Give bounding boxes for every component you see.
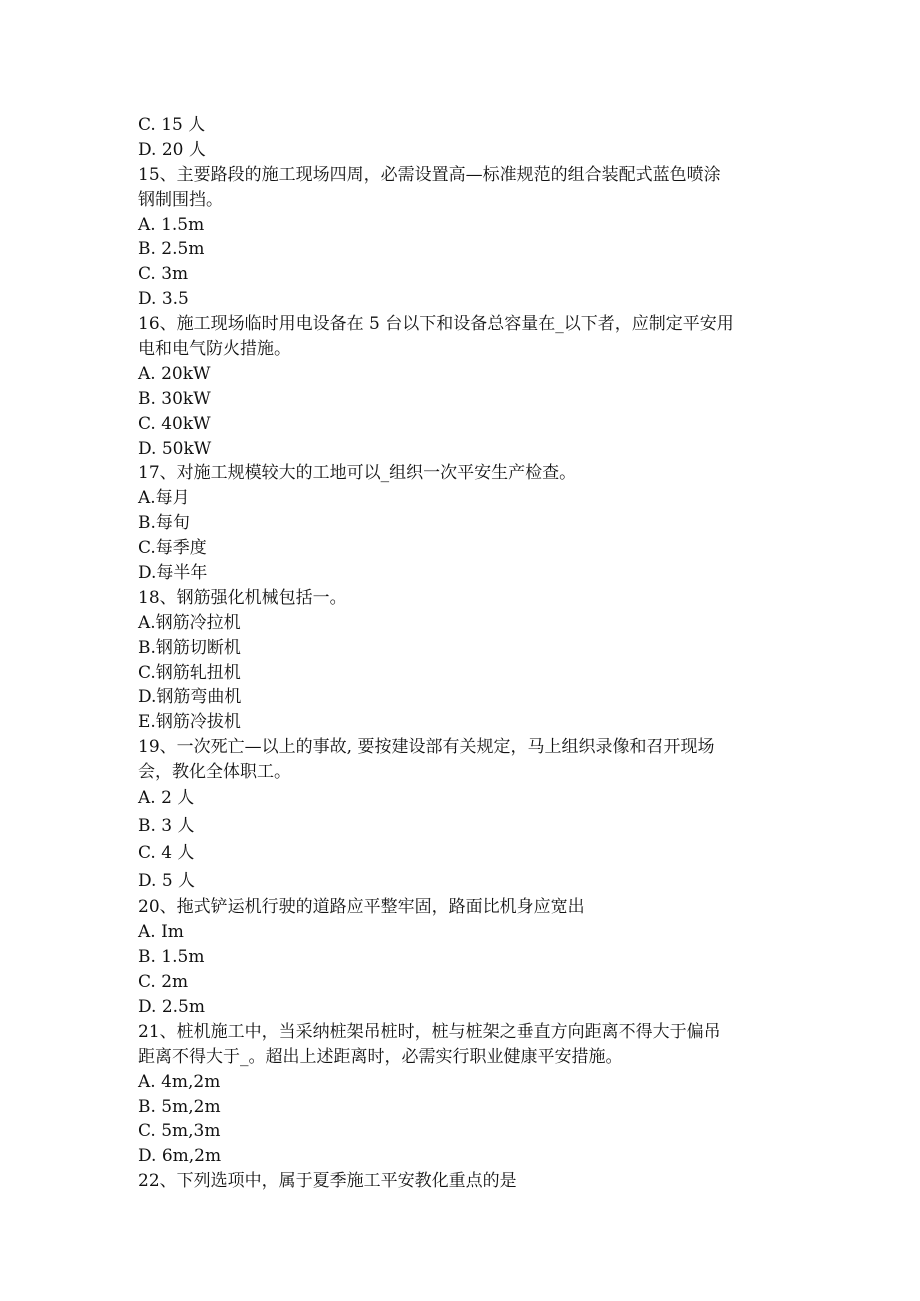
question-text-line: 距离不得大于_。超出上述距离时，必需实行职业健康平安措施。: [138, 1046, 623, 1067]
answer-option: C.钢筋轧扭机: [138, 662, 241, 683]
answer-option: B. 1.5m: [138, 947, 205, 968]
question-text-line: 20、拖式铲运机行驶的道路应平整牢固，路面比机身应宽出: [138, 897, 585, 918]
answer-option: A.每月: [138, 488, 190, 509]
answer-option: D. 50kW: [138, 438, 212, 459]
question-text-line: 电和电气防火措施。: [138, 339, 291, 360]
answer-option: D.每半年: [138, 563, 208, 584]
answer-option: C. 2m: [138, 972, 189, 993]
question-text-line: 16、施工现场临时用电设备在 5 台以下和设备总容量在_以下者，应制定平安用: [138, 314, 734, 335]
answer-option: A. 20kW: [138, 363, 211, 384]
answer-option: A. 4m,2m: [138, 1071, 221, 1092]
answer-option: D. 5 人: [138, 870, 196, 891]
answer-option: B. 2.5m: [138, 239, 205, 260]
answer-option: B. 30kW: [138, 388, 211, 409]
answer-option: D. 20 人: [138, 139, 206, 160]
answer-option: C. 15 人: [138, 115, 206, 135]
question-text-line: 22、下列选项中，属于夏季施工平安教化重点的是: [138, 1171, 517, 1192]
answer-option: A. 1.5m: [138, 214, 205, 235]
answer-option: D. 6m,2m: [138, 1146, 222, 1167]
answer-option: B. 5m,2m: [138, 1096, 221, 1117]
question-text-line: 会，教化全体职工。: [138, 762, 291, 783]
answer-option: C. 4 人: [138, 843, 195, 864]
answer-option: C. 40kW: [138, 413, 211, 434]
exam-text-block: [138, 113, 788, 1194]
question-text-line: 21、桩机施工中，当采纳桩架吊桩时，桩与桩架之垂直方向距离不得大于偏吊: [138, 1021, 721, 1042]
answer-option: D. 2.5m: [138, 996, 205, 1017]
answer-option: A. 2 人: [138, 788, 195, 809]
answer-option: C. 3m: [138, 264, 189, 285]
answer-option: E.钢筋冷拔机: [138, 712, 241, 733]
answer-option: D. 3.5: [138, 289, 189, 310]
answer-option: A. Im: [138, 922, 184, 943]
answer-option: C.每季度: [138, 538, 207, 559]
answer-option: A.钢筋冷拉机: [138, 612, 241, 633]
question-text-line: 18、钢筋强化机械包括一。: [138, 587, 347, 608]
question-text-line: 17、对施工规模较大的工地可以_组织一次平安生产检查。: [138, 463, 577, 484]
question-text-line: 钢制围挡。: [138, 189, 223, 210]
answer-option: D.钢筋弯曲机: [138, 687, 242, 708]
question-text-line: 19、一次死亡—以上的事故, 要按建设部有关规定，马上组织录像和召开现场: [138, 737, 715, 758]
answer-option: B.钢筋切断机: [138, 637, 241, 658]
answer-option: B.每旬: [138, 513, 190, 534]
answer-option: B. 3 人: [138, 815, 195, 836]
question-text-line: 15、主要路段的施工现场四周，必需设置高—标准规范的组合装配式蓝色喷涂: [138, 164, 721, 185]
answer-option: C. 5m,3m: [138, 1121, 221, 1142]
